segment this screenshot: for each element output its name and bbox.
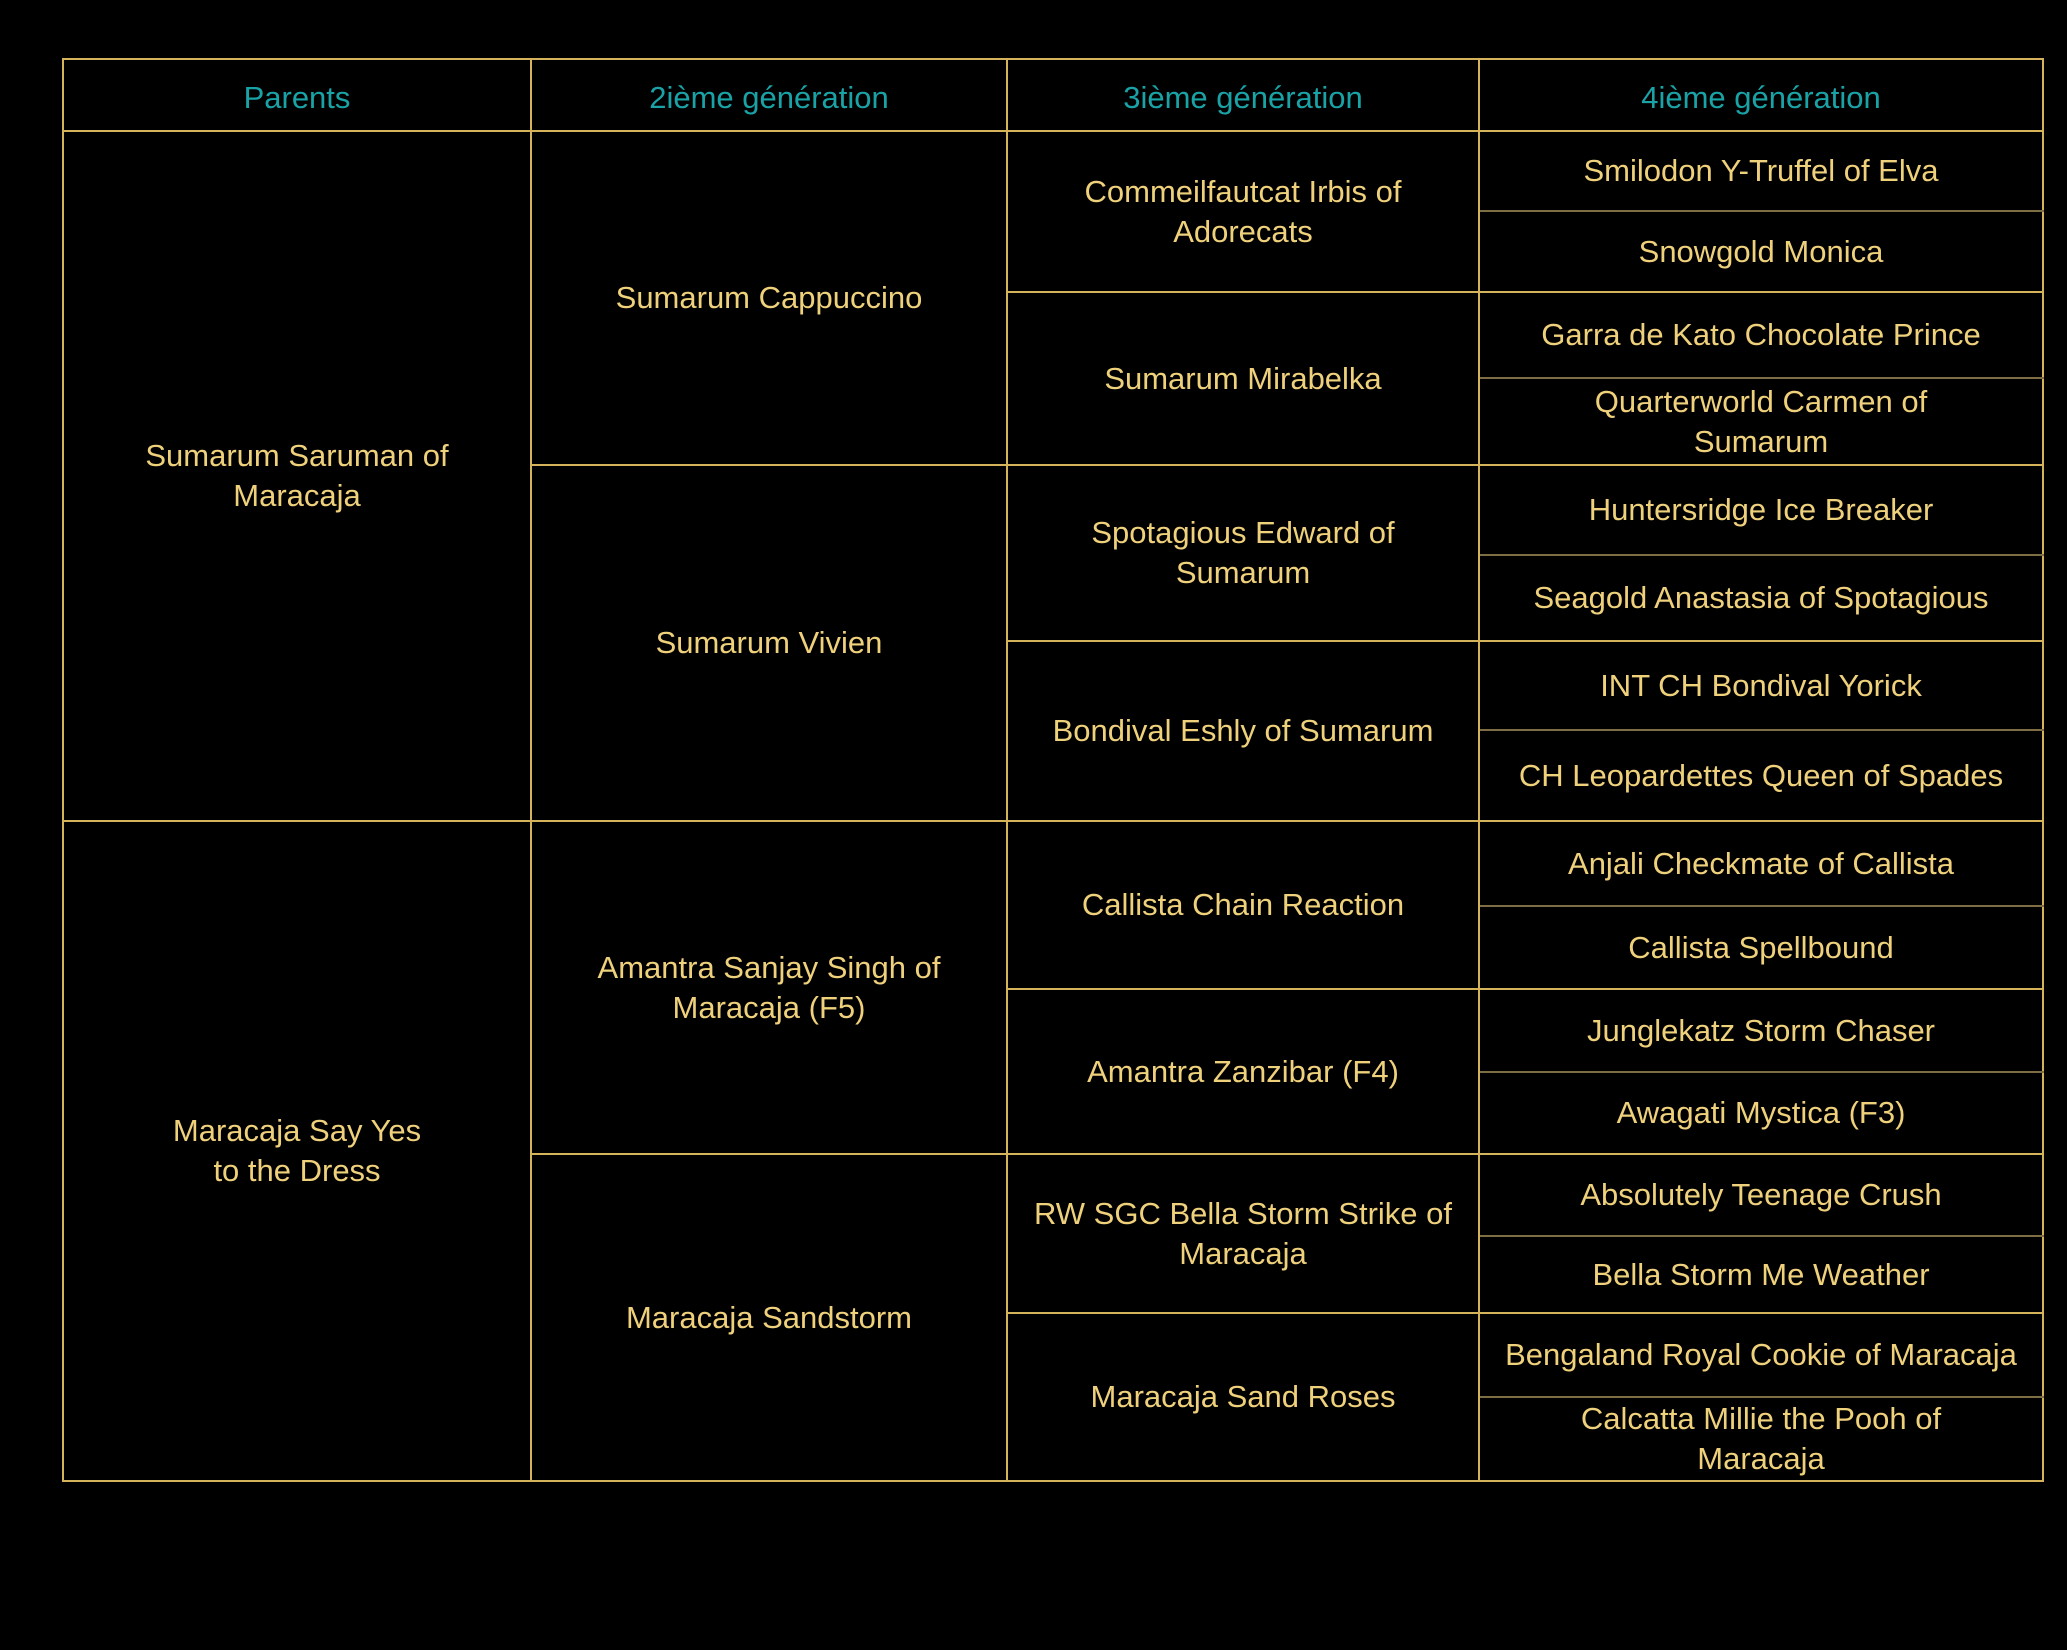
gen4-cell: Quarterworld Carmen of Sumarum: [1479, 378, 2043, 465]
header-gen2: 2ième génération: [531, 59, 1007, 131]
gen4-cell: Seagold Anastasia of Spotagious: [1479, 555, 2043, 641]
pedigree-table: [62, 58, 2044, 1482]
gen2-cell: Maracaja Sandstorm: [531, 1154, 1007, 1481]
gen4-cell: Garra de Kato Chocolate Prince: [1479, 292, 2043, 378]
gen3-cell: RW SGC Bella Storm Strike of Maracaja: [1007, 1154, 1479, 1313]
gen4-cell: Snowgold Monica: [1479, 211, 2043, 292]
header-gen4: 4ième génération: [1479, 59, 2043, 131]
parent-dam: Maracaja Say Yes to the Dress: [63, 821, 531, 1481]
gen3-cell: Callista Chain Reaction: [1007, 821, 1479, 989]
parent-sire: Sumarum Saruman of Maracaja: [63, 131, 531, 821]
gen4-cell: Bengaland Royal Cookie of Maracaja: [1479, 1313, 2043, 1397]
gen4-cell: Bella Storm Me Weather: [1479, 1236, 2043, 1313]
gen4-cell: Huntersridge Ice Breaker: [1479, 465, 2043, 555]
gen3-cell: Sumarum Mirabelka: [1007, 292, 1479, 465]
gen4-cell: Smilodon Y-Truffel of Elva: [1479, 131, 2043, 211]
gen4-cell: Anjali Checkmate of Callista: [1479, 821, 2043, 906]
gen3-cell: Bondival Eshly of Sumarum: [1007, 641, 1479, 821]
gen4-cell: CH Leopardettes Queen of Spades: [1479, 730, 2043, 821]
pedigree-row: [63, 821, 2043, 906]
gen3-cell: Spotagious Edward of Sumarum: [1007, 465, 1479, 641]
gen4-cell: Calcatta Millie the Pooh of Maracaja: [1479, 1397, 2043, 1481]
gen4-cell: Junglekatz Storm Chaser: [1479, 989, 2043, 1072]
gen3-cell: Commeilfautcat Irbis of Adorecats: [1007, 131, 1479, 292]
header-gen3: 3ième génération: [1007, 59, 1479, 131]
gen3-cell: Amantra Zanzibar (F4): [1007, 989, 1479, 1154]
gen3-cell: Maracaja Sand Roses: [1007, 1313, 1479, 1481]
header-parents: Parents: [63, 59, 531, 131]
gen4-cell: INT CH Bondival Yorick: [1479, 641, 2043, 730]
header-row: [63, 59, 2043, 131]
gen4-cell: Absolutely Teenage Crush: [1479, 1154, 2043, 1236]
gen2-cell: Amantra Sanjay Singh of Maracaja (F5): [531, 821, 1007, 1154]
pedigree-row: [63, 131, 2043, 211]
gen2-cell: Sumarum Vivien: [531, 465, 1007, 821]
gen4-cell: Callista Spellbound: [1479, 906, 2043, 989]
gen4-cell: Awagati Mystica (F3): [1479, 1072, 2043, 1154]
gen2-cell: Sumarum Cappuccino: [531, 131, 1007, 465]
